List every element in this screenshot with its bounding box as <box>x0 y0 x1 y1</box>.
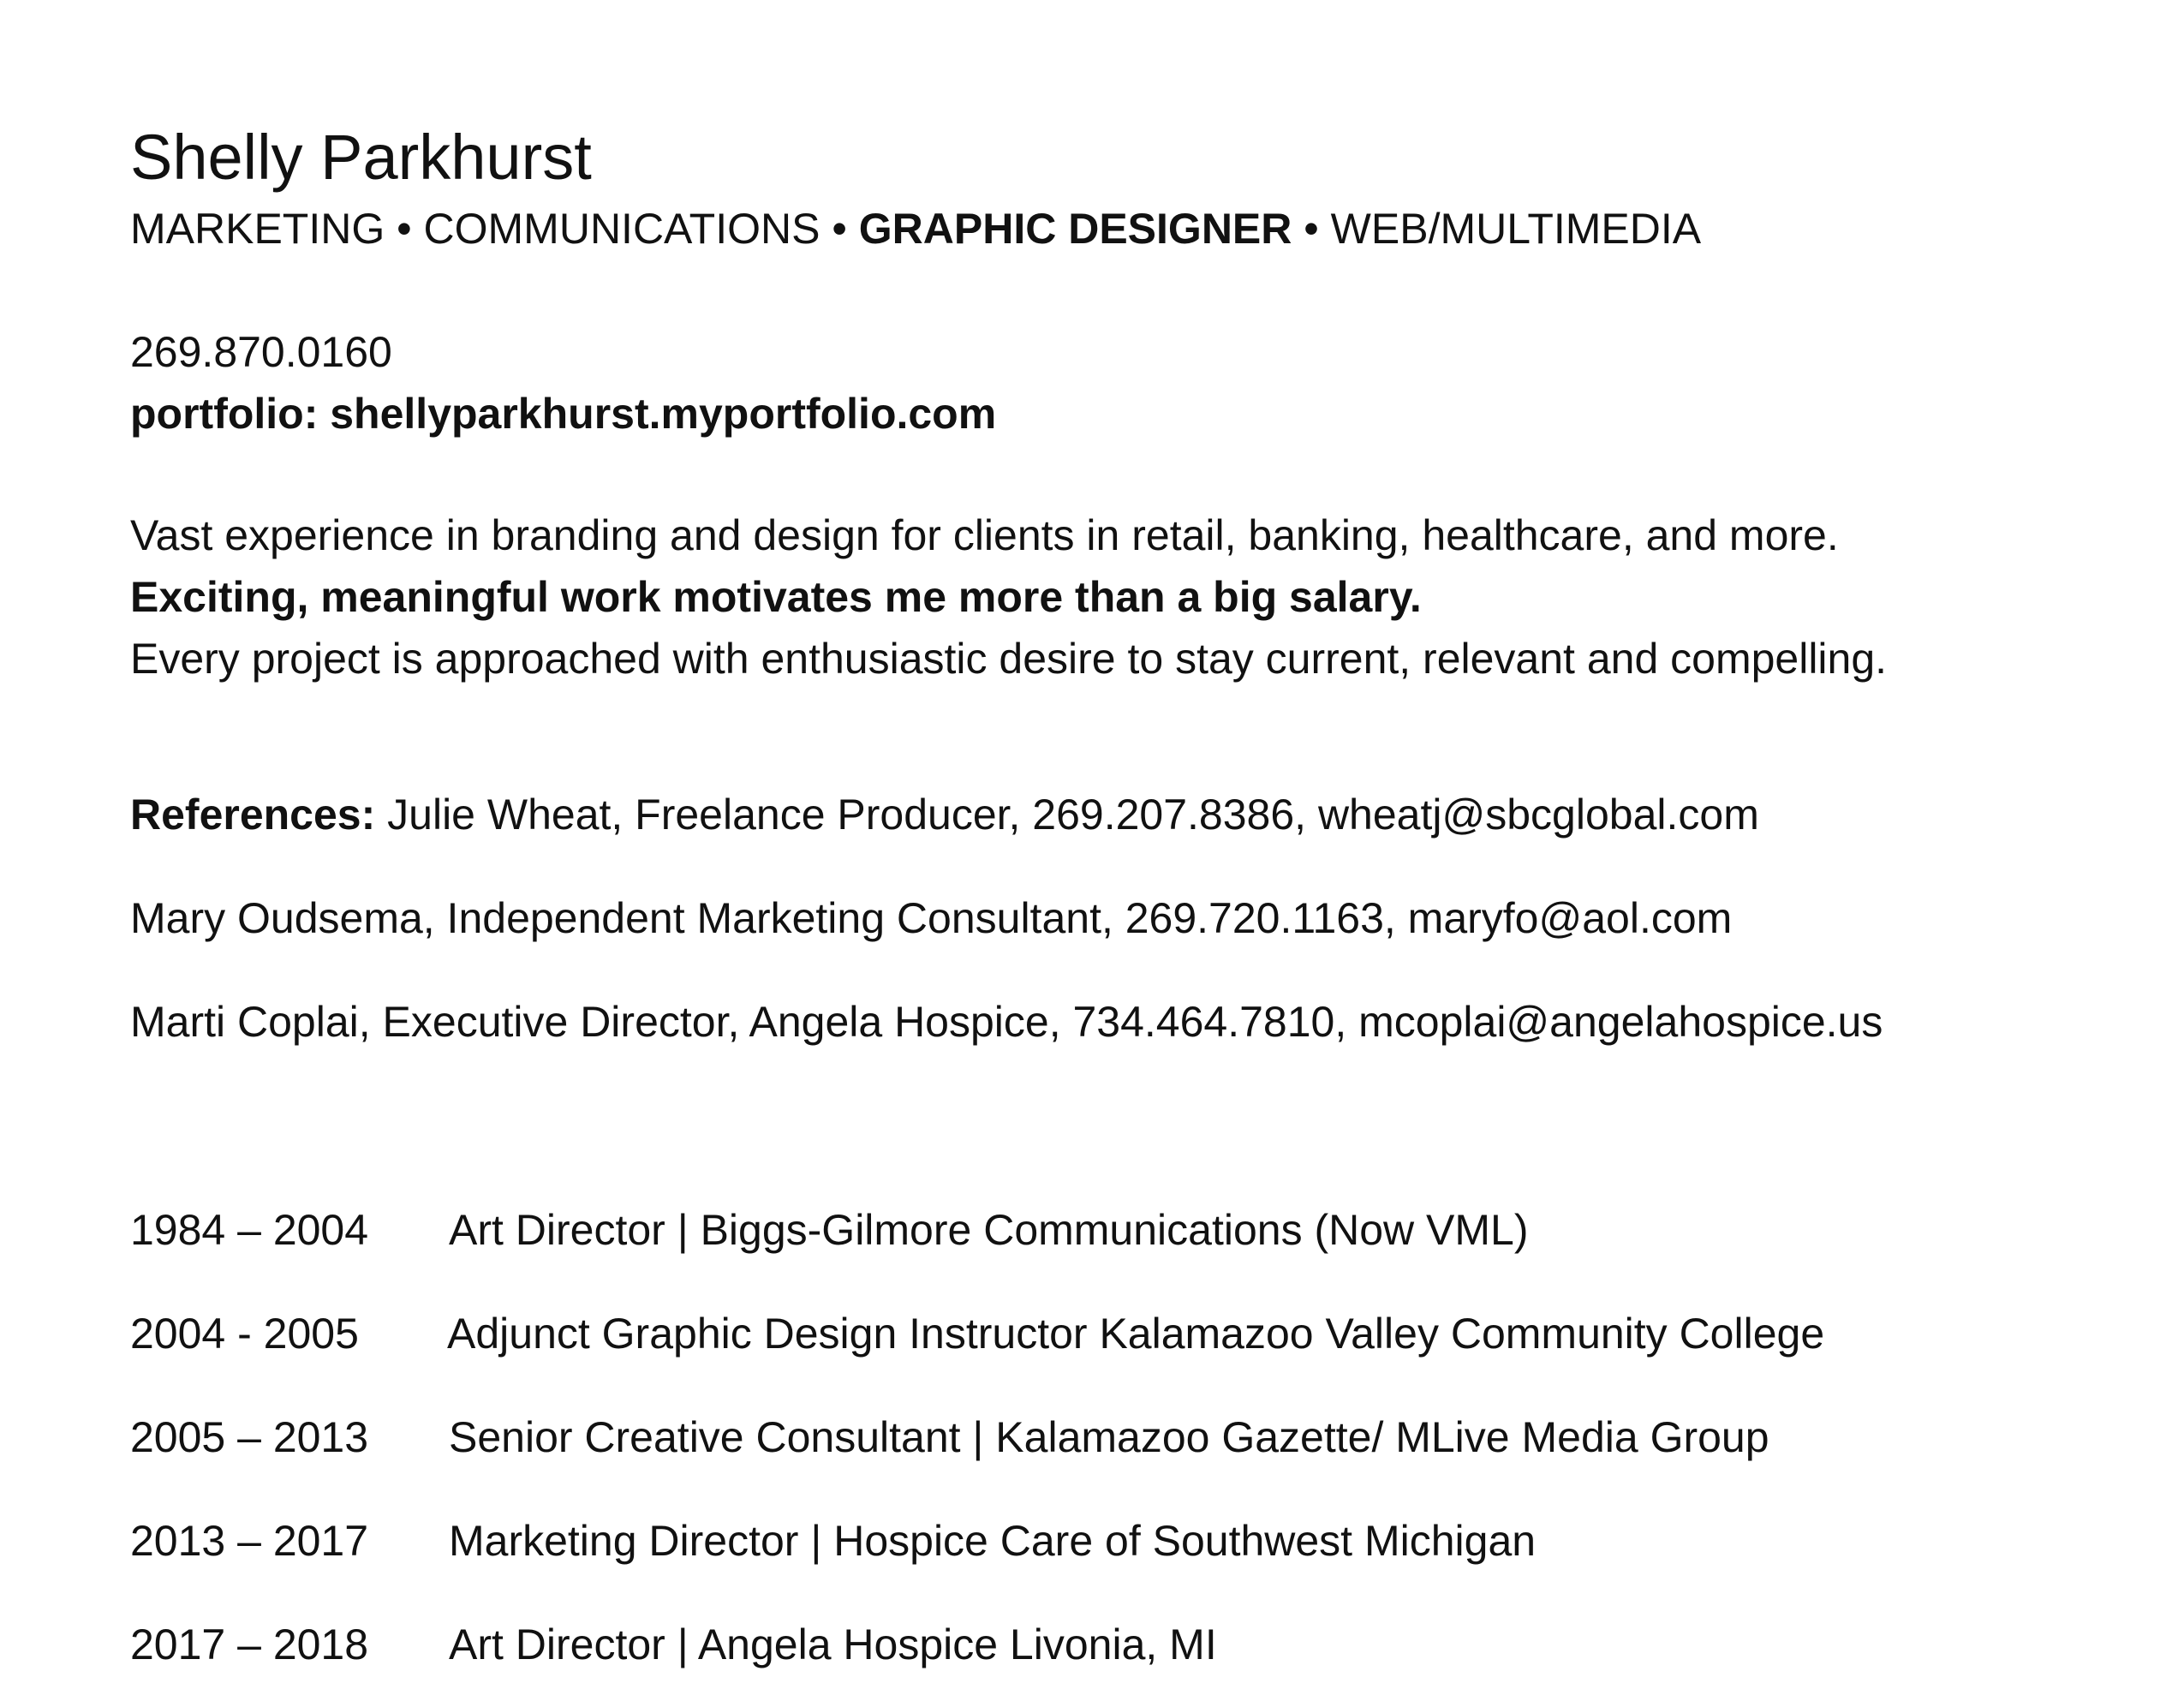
tagline-part-1: MARKETING • COMMUNICATIONS • <box>130 205 859 253</box>
experience-years: 2017 – 2018 <box>130 1620 369 1668</box>
portfolio-link[interactable]: portfolio: shellyparkhurst.myportfolio.com <box>130 390 997 438</box>
reference-text: Julie Wheat, Freelance Producer, 269.207.8386, wheatj@sbcglobal.com <box>375 791 1759 839</box>
experience-years: 2013 – 2017 <box>130 1517 369 1565</box>
experience-years: 2005 – 2013 <box>130 1413 369 1461</box>
tagline-highlight: GRAPHIC DESIGNER <box>858 205 1292 253</box>
reference-item-3: Marti Coplai, Executive Director, Angela Hospice, 734.464.7810, mcoplai@angelahospice.us <box>130 998 1883 1046</box>
summary-line-2: Exciting, meaningful work motivates me more than a big salary. <box>130 573 1422 621</box>
reference-item-2: Mary Oudsema, Independent Marketing Consultant, 269.720.1163, maryfo@aol.com <box>130 894 1733 942</box>
experience-years: 1984 – 2004 <box>130 1206 369 1254</box>
experience-role: Art Director | Angela Hospice Livonia, MI <box>449 1620 1217 1668</box>
reference-item-1 <box>130 788 1759 841</box>
tagline-part-2: • WEB/MULTIMEDIA <box>1292 205 1702 253</box>
experience-role: Senior Creative Consultant | Kalamazoo Gazette/ MLive Media Group <box>449 1413 1769 1461</box>
experience-years: 2004 - 2005 <box>130 1310 359 1358</box>
summary-line-3: Every project is approached with enthusiastic desire to stay current, relevant and compelling. <box>130 635 1888 683</box>
person-name: Shelly Parkhurst <box>130 122 592 193</box>
summary-line-1: Vast experience in branding and design for clients in retail, banking, healthcare, and more. <box>130 511 1839 559</box>
experience-role: Art Director | Biggs-Gilmore Communications (Now VML) <box>449 1206 1529 1254</box>
references-label: References: <box>130 791 376 839</box>
experience-role: Marketing Director | Hospice Care of Southwest Michigan <box>449 1517 1537 1565</box>
tagline <box>130 202 1701 255</box>
phone-number: 269.870.0160 <box>130 328 392 376</box>
experience-role: Adjunct Graphic Design Instructor Kalamazoo Valley Community College <box>447 1310 1825 1358</box>
